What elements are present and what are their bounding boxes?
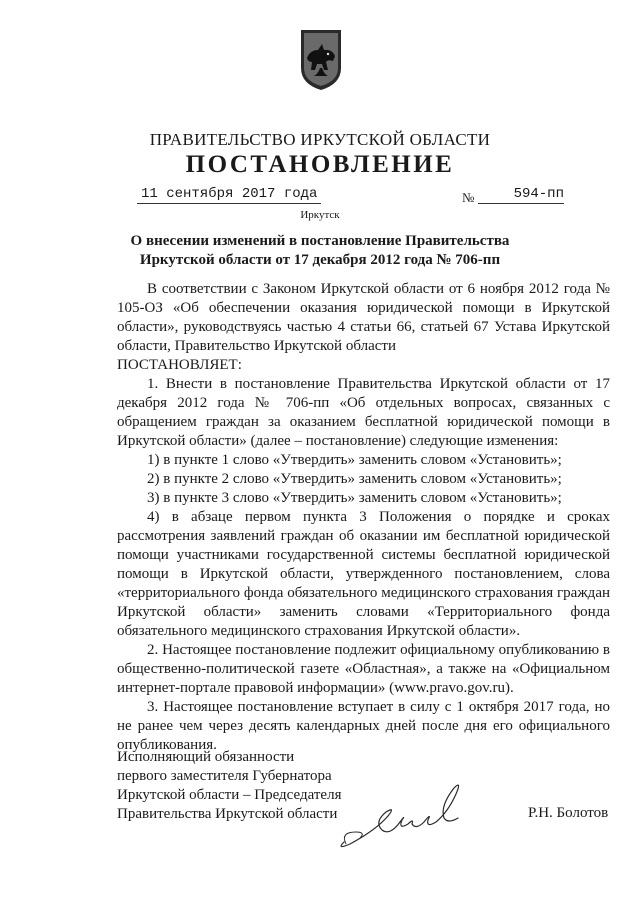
subparagraph-2: 2) в пункте 2 слово «Утвердить» заменить словом «Установить»; bbox=[147, 471, 562, 487]
signatory-line: Правительства Иркутской области bbox=[117, 806, 338, 822]
document-body bbox=[117, 280, 610, 755]
government-name: ПРАВИТЕЛЬСТВО ИРКУТСКОЙ ОБЛАСТИ bbox=[149, 130, 491, 149]
paragraph-3: 3. Настоящее постановление вступает в силу с 1 октября 2017 года, но не ранее чем через десять календарных дней после дня его официального опубликования. bbox=[117, 699, 610, 753]
coat-of-arms-icon bbox=[298, 28, 344, 92]
subparagraph-1: 1) в пункте 1 слово «Утвердить» заменить словом «Установить»; bbox=[147, 452, 562, 468]
title-line: Иркутской области от 17 декабря 2012 года № 706-пп bbox=[139, 252, 501, 268]
paragraph-2: 2. Настоящее постановление подлежит официальному опубликованию в общественно-политической газете «Областная», а также на «Официальном интернет-портале правовой информации» (www.pravo.gov.ru). bbox=[117, 642, 610, 696]
subparagraph-4: 4) в абзаце первом пункта 3 Положения о порядке и сроках рассмотрения заявлений граждан об оказании им бесплатной юридической помощи участниками государственной системы бесплатной юридической помощи в Иркутской области, утвержденного постановлением, слова «территориального фонда обязательного медицинского страхования граждан Иркутской области» заменить словами «Территориального фонда обязательного медицинского страхования Иркутской области». bbox=[117, 509, 610, 639]
signatory-line: Иркутской области – Председателя bbox=[117, 787, 342, 803]
document-date: 11 сентября 2017 года bbox=[137, 186, 321, 204]
handwritten-signature bbox=[336, 772, 486, 852]
intro-paragraph: В соответствии с Законом Иркутской области от 6 ноября 2012 года № 105-ОЗ «Об обеспечении оказания юридической помощи в Иркутской области», руководствуясь частью 4 статьи 66, статьей 67 Устава Иркутской области, Правительство Иркутской области bbox=[117, 281, 610, 354]
signatory-line: Исполняющий обязанности bbox=[117, 749, 295, 765]
title-line: О внесении изменений в постановление Правительства bbox=[130, 233, 510, 249]
paragraph-1: 1. Внести в постановление Правительства Иркутской области от 17 декабря 2012 года № 706-пп «Об отдельных вопросах, связанных с обращением граждан за оказанием бесплатной юридической помощи в Иркутской области» (далее – постановление) следующие изменения: bbox=[117, 376, 610, 449]
signatory-line: первого заместителя Губернатора bbox=[117, 768, 332, 784]
document-type: ПОСТАНОВЛЕНИЕ bbox=[185, 151, 455, 178]
document-number: 594-пп bbox=[478, 186, 564, 204]
number-sign: № bbox=[462, 190, 475, 205]
resolves-heading: ПОСТАНОВЛЯЕТ: bbox=[117, 357, 242, 373]
subparagraph-3: 3) в пункте 3 слово «Утвердить» заменить словом «Установить»; bbox=[147, 490, 562, 506]
document-title bbox=[120, 232, 520, 270]
signatory-position bbox=[117, 748, 341, 824]
signatory-name: Р.Н. Болотов bbox=[528, 805, 609, 821]
city-name: Иркутск bbox=[300, 209, 340, 221]
